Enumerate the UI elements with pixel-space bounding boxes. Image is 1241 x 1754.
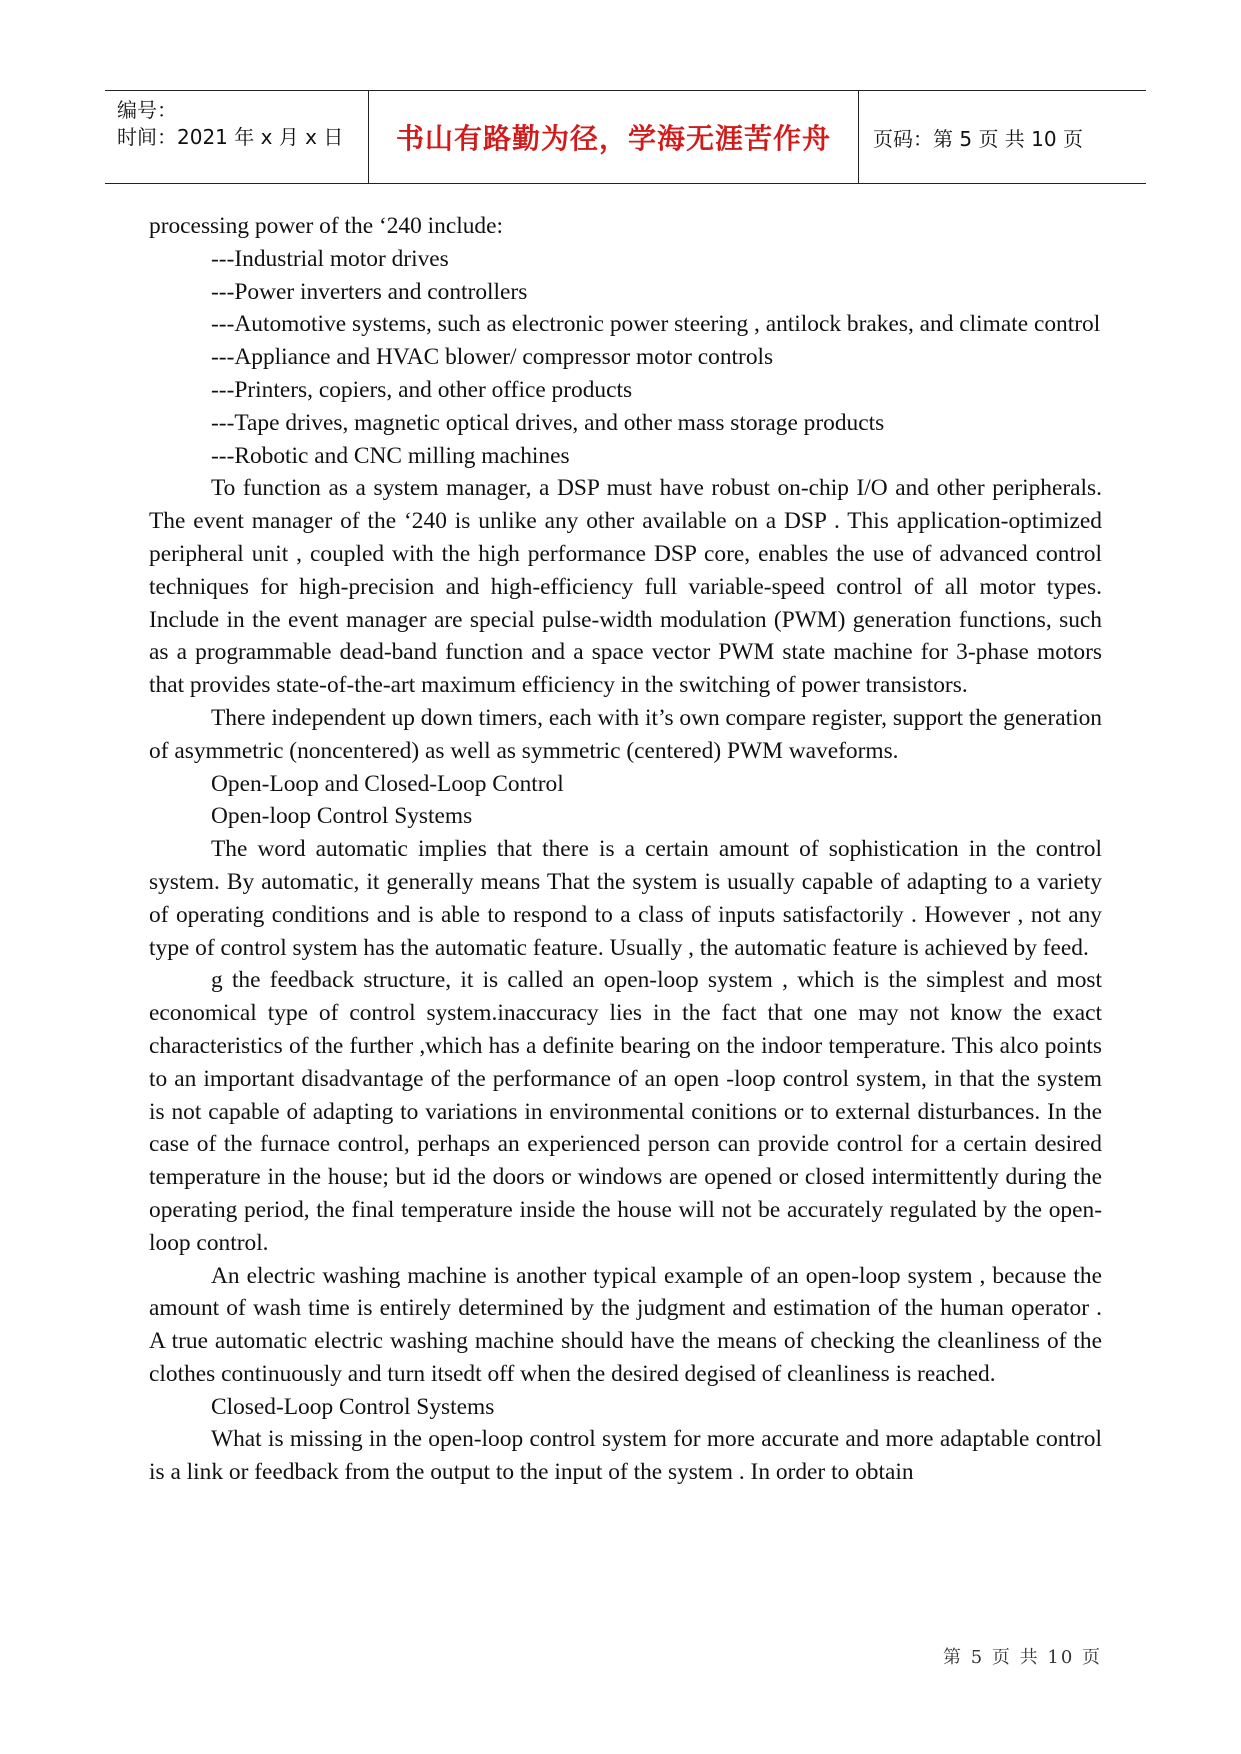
body-paragraph: The word automatic implies that there is a certain amount of sophistication in the control system. By automatic, it generally means That the system is usually capable of adapting to a variety of operating conditions and is able to respond to a class of inputs satisfactorily . However , not any type of control system has the automatic feature. Usually , the automatic feature is achieved by feed. <box>149 836 1102 961</box>
document-time-label: 时间：2021 年 x 月 x 日 <box>117 125 344 149</box>
body-paragraph: Open-loop Control Systems <box>211 803 473 830</box>
body-paragraph: processing power of the ‘240 include: <box>149 213 504 239</box>
body-paragraph: ---Tape drives, magnetic optical drives, and other mass storage products <box>211 409 885 436</box>
header-motto: 书山有路勤为径，学海无涯苦作舟 <box>395 122 831 155</box>
body-paragraph: ---Industrial motor drives <box>211 245 449 272</box>
page-footer: 第 5 页 共 10 页 <box>943 1647 1102 1668</box>
body-paragraph: An electric washing machine is another typical example of an open-loop system , because the amount of wash time is entirely determined by the judgment and estimation of the human operator . A true automatic electric washing machine should have the means of checking the cleanliness of the clothes continuously and turn itsedt off when the desired degised of cleanliness is reached. <box>149 1262 1102 1387</box>
body-paragraph: Open-Loop and Closed-Loop Control <box>211 770 564 797</box>
header-motto-cell <box>369 91 859 183</box>
document-body <box>149 210 1102 1489</box>
body-paragraph: ---Power inverters and controllers <box>211 278 528 305</box>
body-paragraph: ---Printers, copiers, and other office products <box>211 376 633 403</box>
body-paragraph: To function as a system manager, a DSP must have robust on-chip I/O and other peripherals. The event manager of the ‘240 is unlike any other available on a DSP . This application-optimized peripheral unit , coupled with the high performance DSP core, enables the use of advanced control techniques for high-precision and high-efficiency full variable-speed control of all motor types. Include in the event manager are special pulse-width modulation (PWM) generation functions, such as a programmable dead-band function and a space vector PWM state machine for 3-phase motors that provides state-of-the-art maximum efficiency in the switching of power transistors. <box>149 475 1102 699</box>
header-meta-cell <box>105 91 369 183</box>
body-paragraph: ---Appliance and HVAC blower/ compressor motor controls <box>211 344 774 371</box>
header-page-code: 页码：第 5 页 共 10 页 <box>873 126 1083 151</box>
header-page-cell <box>859 91 1146 183</box>
body-paragraph: What is missing in the open-loop control system for more accurate and more adaptable control is a link or feedback from the output to the input of the system . In order to obtain <box>149 1426 1102 1486</box>
body-paragraph: g the feedback structure, it is called an open-loop system , which is the simplest and most economical type of control system.inaccuracy lies in the fact that one may not know the exact characteristics of the further ,which has a definite bearing on the indoor temperature. This alco points to an important disadvantage of the performance of an open -loop control system, in that the system is not capable of adapting to variations in environmental conitions or to external disturbances. In the case of the furnace control, perhaps an experienced person can provide control for a certain desired temperature in the house; but id the doors or windows are opened or closed intermittently during the operating period, the final temperature inside the house will not be accurately regulated by the open-loop control. <box>149 967 1102 1256</box>
page-header <box>105 90 1146 184</box>
document-number-label: 编号： <box>117 98 177 122</box>
body-paragraph: ---Automotive systems, such as electronic power steering , antilock brakes, and climate control <box>211 311 1101 338</box>
body-paragraph: Closed-Loop Control Systems <box>211 1393 495 1420</box>
body-paragraph: ---Robotic and CNC milling machines <box>211 442 570 469</box>
body-paragraph: There independent up down timers, each with it’s own compare register, support the generation of asymmetric (noncentered) as well as symmetric (centered) PWM waveforms. <box>149 704 1102 764</box>
